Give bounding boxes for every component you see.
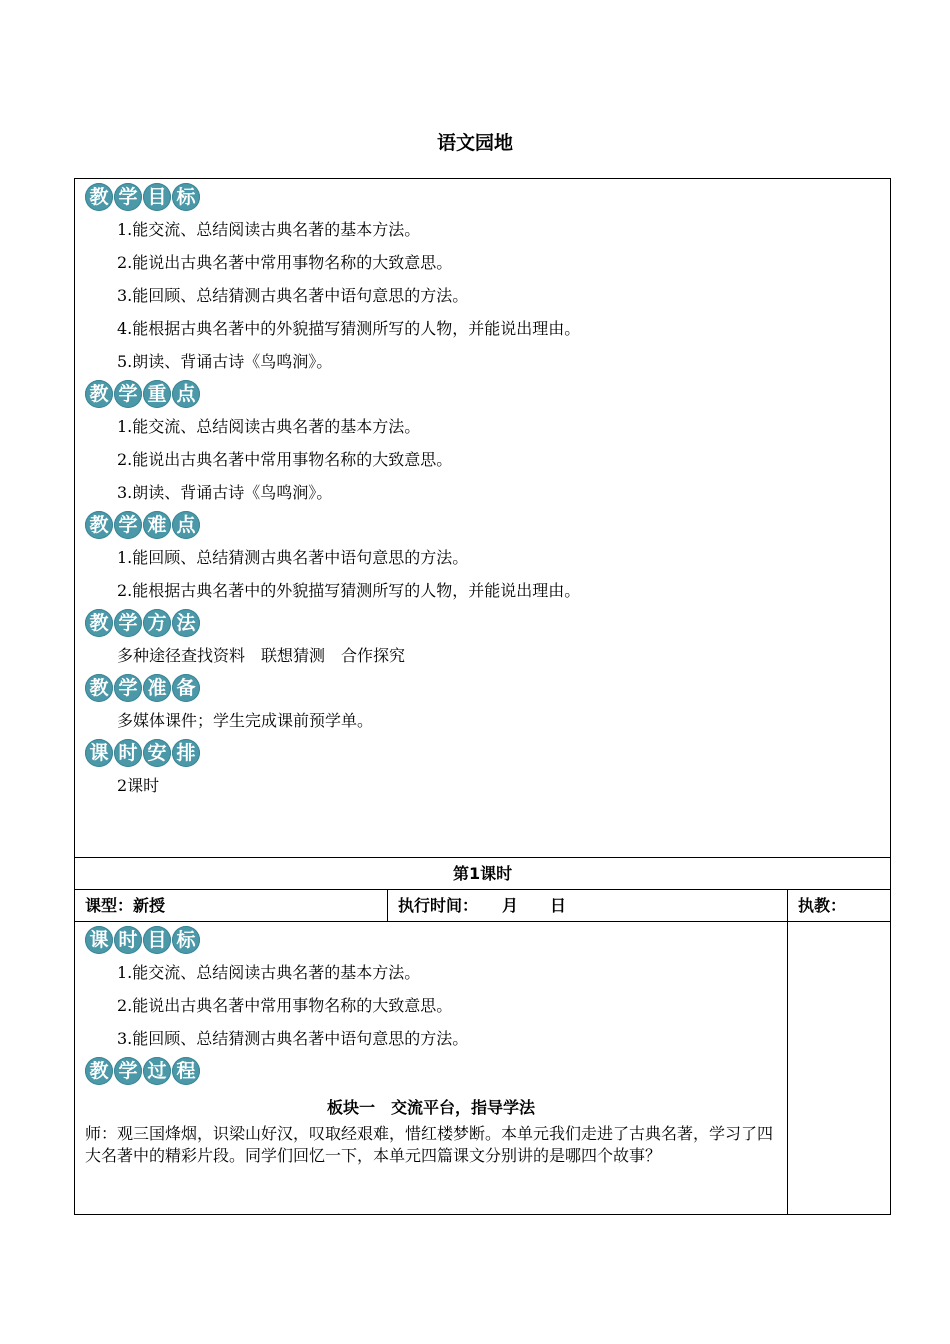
list-item: 3.能回顾、总结猜测古典名著中语句意思的方法。 [117, 286, 469, 305]
list-item: 1.能交流、总结阅读古典名著的基本方法。 [117, 963, 421, 982]
badge-character: 标 [172, 183, 200, 211]
section-badge [85, 378, 882, 410]
badge-character: 教 [85, 1057, 113, 1085]
list-item: 1.能交流、总结阅读古典名著的基本方法。 [117, 220, 421, 239]
list-item: 4.能根据古典名著中的外貌描写猜测所写的人物，并能说出理由。 [117, 319, 581, 338]
badge-character: 学 [114, 183, 142, 211]
badge-character: 排 [172, 739, 200, 767]
teacher-label: 执教： [798, 896, 847, 915]
list-item: 5.朗读、背诵古诗《鸟鸣涧》。 [117, 352, 333, 371]
list-item: 2.能说出古典名著中常用事物名称的大致意思。 [117, 253, 453, 272]
list-item: 2.能说出古典名著中常用事物名称的大致意思。 [117, 996, 453, 1015]
badge-character: 时 [114, 926, 142, 954]
badge-character: 教 [85, 609, 113, 637]
list-item: 1.能回顾、总结猜测古典名著中语句意思的方法。 [117, 548, 469, 567]
list-item: 2.能根据古典名著中的外貌描写猜测所写的人物，并能说出理由。 [117, 581, 581, 600]
notes-column-cell [788, 922, 891, 1215]
lesson-body-cell [75, 922, 788, 1215]
badge-character: 点 [172, 380, 200, 408]
lesson-teacher-cell [788, 890, 891, 922]
badge-character: 课 [85, 739, 113, 767]
badge-character: 法 [172, 609, 200, 637]
lesson-type-cell [75, 890, 388, 922]
lesson-plan-table [74, 178, 891, 1215]
list-item: 多种途径查找资料 联想猜测 合作探究 [117, 646, 406, 665]
badge-character: 难 [143, 511, 171, 539]
list-item: 3.能回顾、总结猜测古典名著中语句意思的方法。 [117, 1029, 469, 1048]
badge-character: 学 [114, 609, 142, 637]
list-item: 2.能说出古典名著中常用事物名称的大致意思。 [117, 450, 453, 469]
overview-cell [75, 179, 891, 858]
section-lines [83, 704, 882, 737]
section-lines [83, 213, 882, 378]
badge-character: 教 [85, 380, 113, 408]
badge-character: 目 [143, 183, 171, 211]
badge-character: 课 [85, 926, 113, 954]
section-badge [85, 737, 882, 769]
section-lines [83, 639, 882, 672]
badge-character: 教 [85, 511, 113, 539]
section-badge [85, 607, 882, 639]
lesson-heading: 第1课时 [452, 864, 513, 883]
section-badge [85, 181, 882, 213]
badge-character: 过 [143, 1057, 171, 1085]
badge-character: 准 [143, 674, 171, 702]
badge-character: 标 [172, 926, 200, 954]
badge-character: 学 [114, 1057, 142, 1085]
badge-character: 备 [172, 674, 200, 702]
list-item: 多媒体课件；学生完成课前预学单。 [117, 711, 374, 730]
badge-character: 安 [143, 739, 171, 767]
badge-character: 点 [172, 511, 200, 539]
teaching-process-badge [85, 1055, 779, 1087]
badge-character: 学 [114, 511, 142, 539]
lesson-time-cell [388, 890, 788, 922]
section-lines [83, 541, 882, 607]
teacher-paragraph: 师：观三国烽烟，识梁山好汉，叹取经艰难，惜红楼梦断。本单元我们走进了古典名著，学习了四大名著中的精彩片段。同学们回忆一下，本单元四篇课文分别讲的是哪四个故事？ [85, 1124, 774, 1165]
page-title: 语文园地 [436, 132, 513, 154]
badge-character: 学 [114, 674, 142, 702]
badge-character: 方 [143, 609, 171, 637]
badge-character: 教 [85, 183, 113, 211]
badge-character: 学 [114, 380, 142, 408]
lesson-type: 课型：新授 [85, 896, 166, 915]
lesson-heading-cell [75, 858, 891, 890]
list-item: 2课时 [117, 776, 160, 795]
badge-character: 程 [172, 1057, 200, 1085]
lesson-goal-badge [85, 924, 779, 956]
badge-character: 目 [143, 926, 171, 954]
section-badge [85, 672, 882, 704]
list-item: 3.朗读、背诵古诗《鸟鸣涧》。 [117, 483, 333, 502]
section-badge [85, 509, 882, 541]
section-lines [83, 410, 882, 509]
execution-time: 执行时间： 月 日 [398, 896, 567, 915]
section-lines [83, 769, 882, 802]
badge-character: 时 [114, 739, 142, 767]
badge-character: 教 [85, 674, 113, 702]
badge-character: 重 [143, 380, 171, 408]
list-item: 1.能交流、总结阅读古典名著的基本方法。 [117, 417, 421, 436]
block-title: 板块一 交流平台，指导学法 [326, 1098, 535, 1117]
